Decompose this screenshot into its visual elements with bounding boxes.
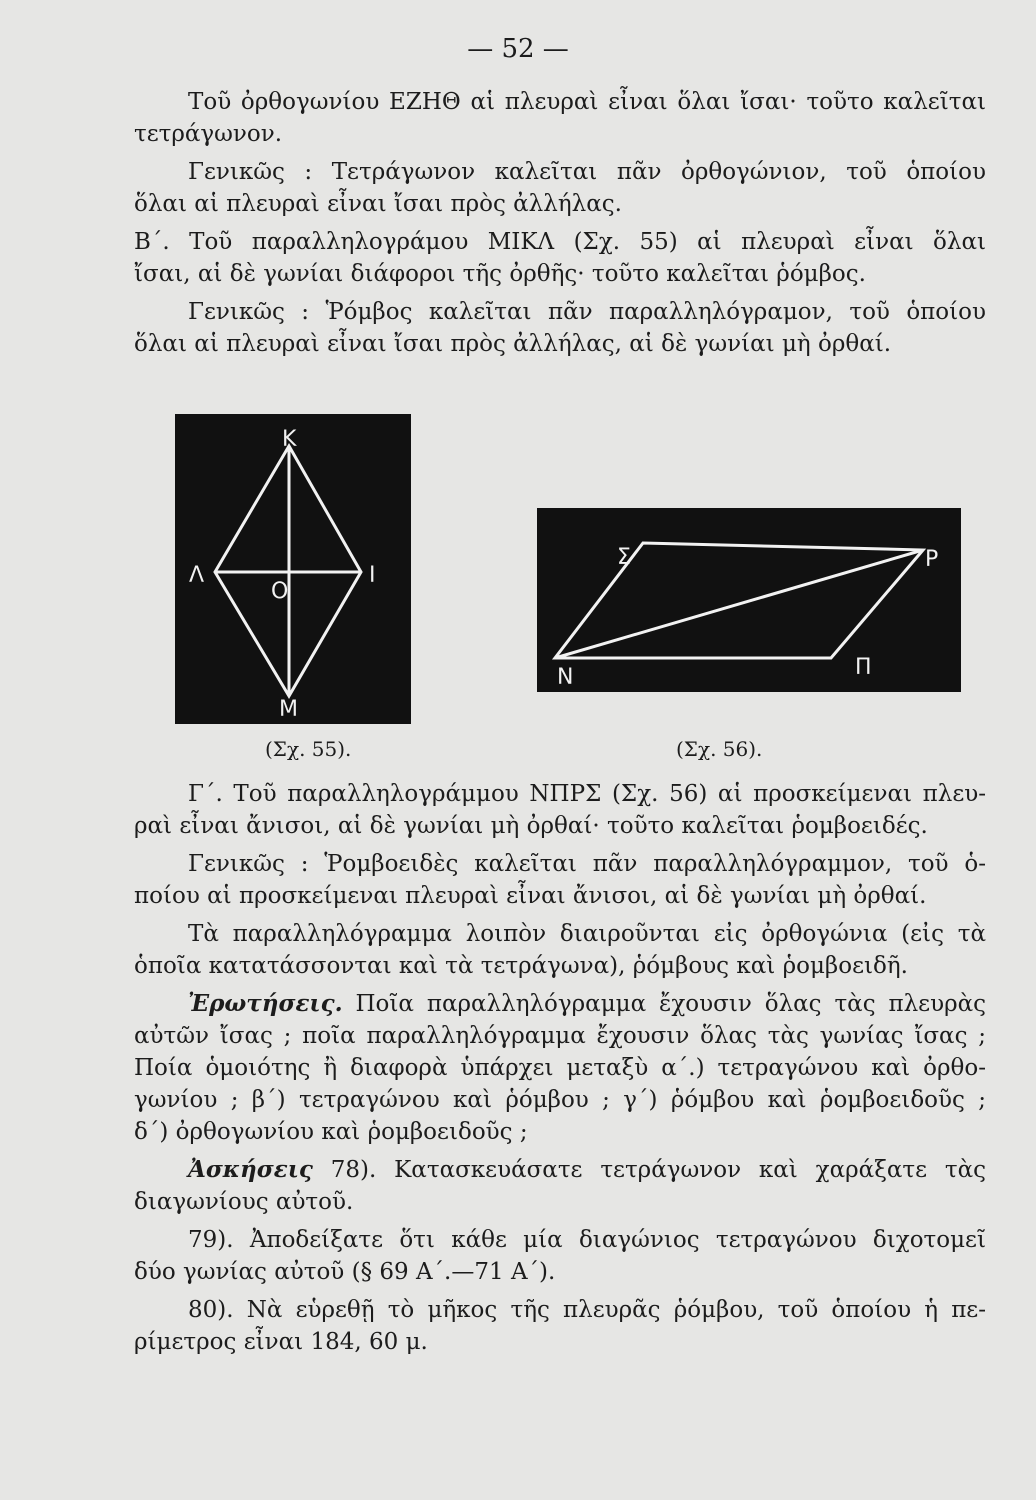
label-L: Λ (189, 563, 205, 588)
para3-line2: ἴσαι, αἱ δὲ γωνίαι διάφοροι τῆς ὀρθῆς· τοῦτο καλεῖται ῥόμβος. (134, 261, 866, 287)
para3-line1: Β΄. Τοῦ παραλληλογράμου ΜΙΚΛ (Σχ. 55) αἱ πλευραὶ εἶναι ὅλαι (134, 229, 986, 255)
exercise-80-line1: 80). Νὰ εὑρεθῇ τὸ μῆκος τῆς πλευρᾶς ῥόμβου, τοῦ ὁποίου ἡ πε- (188, 1297, 986, 1323)
questions-line5: δ΄) ὀρθογωνίου καὶ ῥομβοειδοῦς ; (134, 1119, 528, 1145)
questions-line1 (134, 988, 986, 1020)
questions-heading: Ἐρωτήσεις. (188, 990, 343, 1017)
rhomboid-diagonal (555, 550, 923, 658)
para5-line1: Γ΄. Τοῦ παραλληλογράμμου ΝΠΡΣ (Σχ. 56) αἱ προσκείμεναι πλευ- (188, 781, 986, 807)
para4-line1: Γενικῶς : Ῥόμβος καλεῖται πᾶν παραλληλόγραμον, τοῦ ὁποίου (188, 299, 986, 325)
questions-line3: Ποία ὁμοιότης ἢ διαφορὰ ὑπάρχει μεταξὺ α΄.) τετραγώνου καὶ ὀρθο- (134, 1055, 986, 1081)
figure-55-caption: (Σχ. 55). (265, 737, 352, 761)
text-section-bottom (134, 778, 986, 1358)
exercise-79-line1: 79). Ἀποδείξατε ὅτι κάθε μία διαγώνιος τετραγώνου διχοτομεῖ (188, 1227, 986, 1253)
questions-line4: γωνίου ; β΄) τετραγώνου καὶ ῥόμβου ; γ΄) ῥόμβου καὶ ῥομβοειδοῦς ; (134, 1087, 986, 1113)
para1-line2: τετράγωνον. (134, 121, 283, 147)
figure-56-caption: (Σχ. 56). (676, 737, 763, 761)
label-M: Μ (279, 697, 298, 722)
para4-line2: ὅλαι αἱ πλευραὶ εἶναι ἴσαι πρὸς ἀλλήλας, αἱ δὲ γωνίαι μὴ ὀρθαί. (134, 331, 892, 357)
para7-line1: Τὰ παραλληλόγραμμα λοιπὸν διαιροῦνται εἰς ὀρθογώνια (εἰς τὰ (188, 921, 986, 947)
exercises-heading: Ἀσκήσεις (188, 1156, 313, 1183)
label-R: Ρ (925, 547, 939, 572)
exercise-78-line2: διαγωνίους αὐτοῦ. (134, 1189, 354, 1215)
para6-line2: ποίου αἱ προσκείμεναι πλευραὶ εἶναι ἄνισοι, αἱ δὲ γωνίαι μὴ ὀρθαί. (134, 883, 927, 909)
label-S: Σ (617, 545, 631, 570)
para2-line2: ὅλαι αἱ πλευραὶ εἶναι ἴσαι πρὸς ἀλλήλας. (134, 191, 622, 217)
para5-line2: ραὶ εἶναι ἄνισοι, αἱ δὲ γωνίαι μὴ ὀρθαί· τοῦτο καλεῖται ῥομβοειδές. (134, 813, 928, 839)
questions-line2: αὐτῶν ἴσας ; ποῖα παραλληλόγραμμα ἔχουσιν ὅλας τὰς γωνίας ἴσας ; (134, 1023, 986, 1049)
para6-line1: Γενικῶς : Ῥομβοειδὲς καλεῖται πᾶν παραλληλόγραμμον, τοῦ ὁ- (188, 851, 986, 877)
label-N: Ν (557, 665, 574, 690)
figure-55-drawing (175, 414, 411, 724)
exercise-78-number: 78). (330, 1157, 377, 1183)
label-I: Ι (369, 563, 376, 588)
exercise-78-text: Κατασκευάσατε τετράγωνον καὶ χαράξατε τὰς (394, 1157, 987, 1183)
page-number: — 52 — (467, 34, 569, 64)
para7-line2: ὁποῖα κατατάσσονται καὶ τὰ τετράγωνα), ῥόμβους καὶ ῥομβοειδῆ. (134, 953, 908, 979)
figure-55-rhombus (175, 414, 411, 724)
label-P: Π (855, 655, 872, 680)
exercise-78-line1 (134, 1154, 986, 1186)
label-K: Κ (282, 427, 297, 452)
exercise-80-line2: ρίμετρος εἶναι 184, 60 μ. (134, 1329, 428, 1355)
exercise-79-line2: δύο γωνίας αὐτοῦ (§ 69 Α΄.—71 Α΄). (134, 1259, 556, 1285)
figure-56-drawing (537, 508, 961, 692)
text-section-top (134, 86, 986, 360)
para1-line1: Τοῦ ὀρθογωνίου ΕΖΗΘ αἱ πλευραὶ εἶναι ὅλαι ἴσαι· τοῦτο καλεῖται (188, 89, 986, 115)
para2-line1: Γενικῶς : Τετράγωνον καλεῖται πᾶν ὀρθογώνιον, τοῦ ὁποίου (188, 159, 986, 185)
questions-line1-text: Ποῖα παραλληλόγραμμα ἔχουσιν ὅλας τὰς πλευρὰς (355, 991, 987, 1017)
figure-56-rhomboid (537, 508, 961, 692)
label-O: Ο (271, 579, 289, 604)
